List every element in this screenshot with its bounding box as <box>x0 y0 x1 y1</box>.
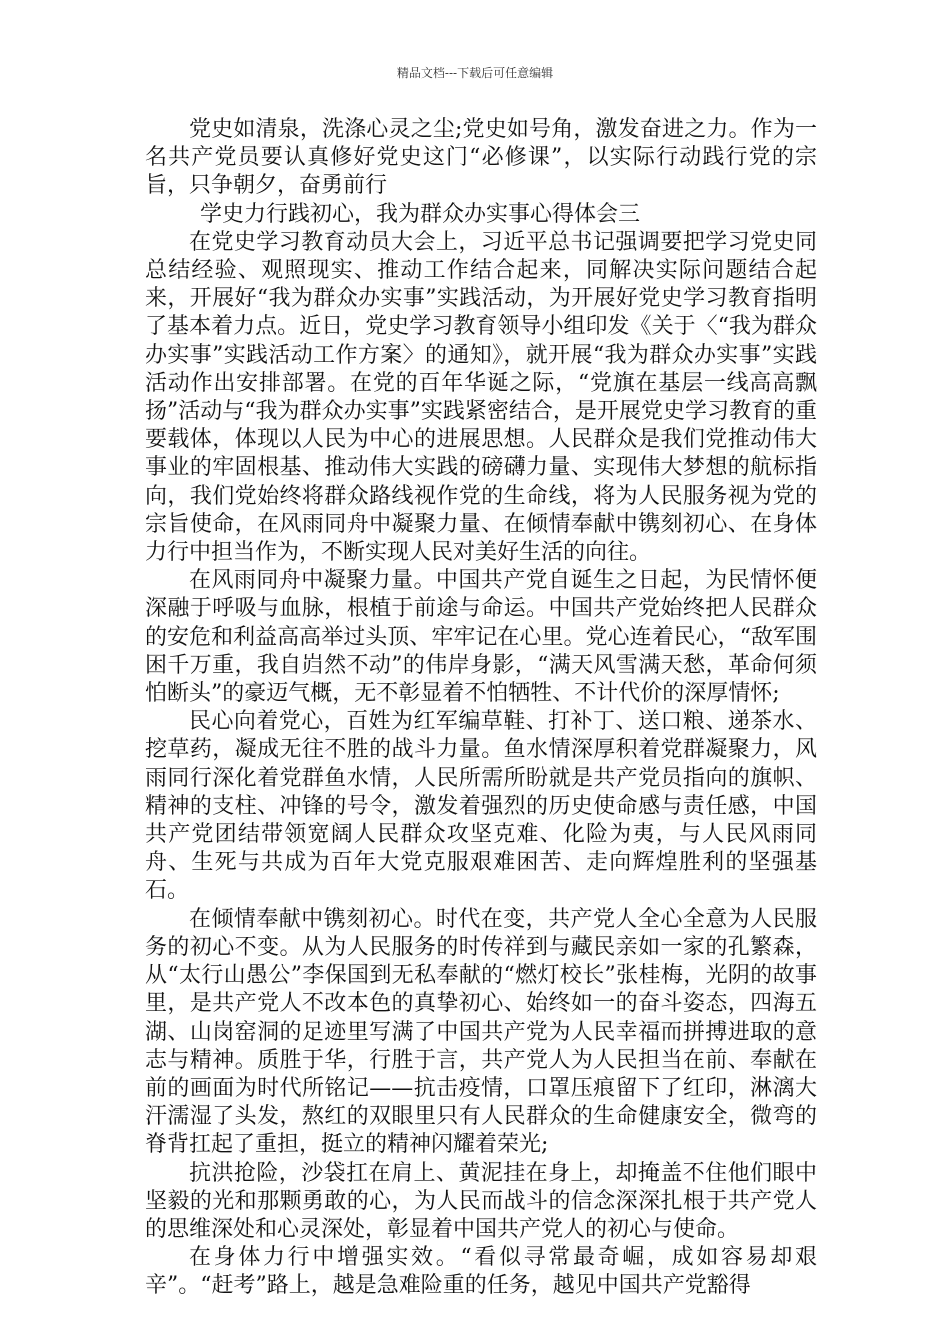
paragraph-3: 在风雨同舟中凝聚力量。中国共产党自诞生之日起，为民情怀便深融于呼吸与血脉，根植于前途与命运。中国共产党始终把人民群众的安危和利益高高举过头顶、牢牢记在心里。党心连着民心，“敌军围困千万重，我自岿然不动”的伟岸身影，“满天风雪满天愁，革命何须怕断头”的豪迈气概，无不彰显着不怕牺牲、不计代价的深厚情怀; <box>145 568 817 707</box>
section-title: 学史力行践初心，我为群众办实事心得体会三 <box>200 201 641 227</box>
paragraph-4: 民心向着党心，百姓为红军编草鞋、打补丁、送口粮、递茶水、挖草药，凝成无往不胜的战斗力量。鱼水情深厚积着党群凝聚力，风雨同行深化着党群鱼水情，人民所需所盼就是共产党员指向的旗帜、精神的支柱、冲锋的号令，激发着强烈的历史使命感与责任感，中国共产党团结带领宽阔人民群众攻坚克难、化险为夷，与人民风雨同舟、生死与共成为百年大党克服艰难困苦、走向辉煌胜利的坚强基石。 <box>145 709 817 904</box>
paragraph-2: 在党史学习教育动员大会上，习近平总书记强调要把学习党史同总结经验、观照现实、推动工作结合起来，同解决实际问题结合起来，开展好“我为群众办实事”实践活动，为开展好党史学习教育指明了基本着力点。近日，党史学习教育领导小组印发《关于〈“我为群众办实事”实践活动工作方案〉的通知》，就开展“我为群众办实事”实践活动作出安排部署。在党的百年华诞之际，“党旗在基层一线高高飘扬”活动与“我为群众办实事”实践紧密结合，是开展党史学习教育的重要载体，体现以人民为中心的进展思想。人民群众是我们党推动伟大事业的牢固根基、推动伟大实践的磅礴力量、实现伟大梦想的航标指向，我们党始终将群众路线视作党的生命线，将为人民服务视为党的宗旨使命，在风雨同舟中凝聚力量、在倾情奉献中镌刻初心、在身体力行中担当作为，不断实现人民对美好生活的向往。 <box>145 229 817 566</box>
paragraph-6: 抗洪抢险，沙袋扛在肩上、黄泥挂在身上，却掩盖不住他们眼中坚毅的光和那颗勇敢的心，为人民而战斗的信念深深扎根于共产党人的思维深处和心灵深处，彰显着中国共产党人的初心与使命。 <box>145 1160 817 1242</box>
paragraph-1: 党史如清泉，洗涤心灵之尘;党史如号角，激发奋进之力。作为一名共产党员要认真修好党史这门“必修课”，以实际行动践行党的宗旨，只争朝夕，奋勇前行 <box>145 117 817 199</box>
document-body <box>145 116 817 1301</box>
paragraph-7: 在身体力行中增强实效。“看似寻常最奇崛，成如容易却艰辛”。“赶考”路上，越是急难险重的任务，越见中国共产党豁得 <box>145 1245 817 1299</box>
page-header: 精品文档---下载后可任意编辑 <box>396 66 554 80</box>
paragraph-5: 在倾情奉献中镌刻初心。时代在变，共产党人全心全意为人民服务的初心不变。从为人民服务的时传祥到与藏民亲如一家的孔繁森，从“太行山愚公”李保国到无私奉献的“燃灯校长”张桂梅，光阴的故事里，是共产党人不改本色的真挚初心、始终如一的奋斗姿态，四海五湖、山岗窑洞的足迹里写满了中国共产党为人民幸福而拼搏进取的意志与精神。质胜于华，行胜于言，共产党人为人民担当在前、奉献在前的画面为时代所铭记——抗击疫情，口罩压痕留下了红印，淋漓大汗濡湿了头发，熬红的双眼里只有人民群众的生命健康安全，微弯的脊背扛起了重担，挺立的精神闪耀着荣光; <box>145 906 817 1158</box>
